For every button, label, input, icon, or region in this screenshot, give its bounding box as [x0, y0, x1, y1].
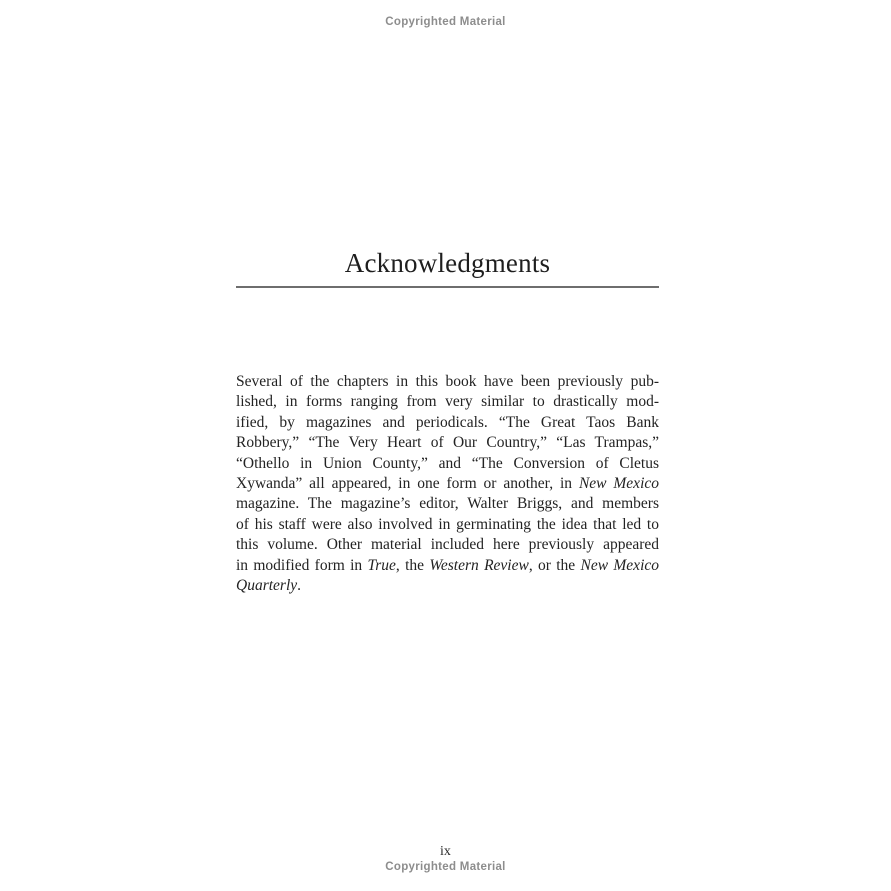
page-title: Acknowledgments [344, 248, 551, 278]
text-segment: . [297, 577, 302, 595]
paragraph-line [236, 494, 659, 514]
paragraph-line [236, 474, 659, 494]
text-segment: , the [395, 556, 430, 574]
paragraph-line [236, 556, 659, 576]
text-segment: ified, by magazines and periodicals. “The Great Taos Bank [236, 413, 659, 431]
text-segment: lished, in forms ranging from very similar to drastically mod- [236, 393, 659, 411]
copyright-notice-top: Copyrighted Material [385, 16, 506, 28]
text-segment: Xywanda” all appeared, in one form or another, in [236, 475, 579, 493]
paragraph-line [236, 454, 659, 474]
italic-text-segment: Western Review [429, 556, 529, 574]
copyright-notice-bottom: Copyrighted Material [385, 861, 506, 873]
text-segment: of his staff were also involved in germinating the idea that led to [236, 515, 659, 533]
paragraph-line [236, 413, 659, 433]
paragraph-line [236, 515, 659, 535]
paragraph-line [236, 576, 659, 596]
text-segment: this volume. Other material included here previously appeared [236, 536, 659, 554]
text-segment: , or the [528, 556, 581, 574]
text-segment: Several of the chapters in this book have been previously pub- [236, 373, 659, 390]
paragraph [236, 372, 659, 596]
italic-text-segment: True [367, 556, 396, 574]
italic-text-segment: New Mexico [578, 475, 659, 493]
italic-text-segment: New Mexico [580, 556, 659, 574]
text-segment: in modified form in [236, 556, 368, 574]
page-number: ix [440, 844, 451, 859]
title-rule-divider [236, 286, 659, 288]
paragraph-line [236, 433, 659, 453]
paragraph-line [236, 372, 659, 392]
italic-text-segment: Quarterly [236, 577, 298, 595]
text-segment: “Othello in Union County,” and “The Conversion of Cletus [236, 454, 659, 472]
chapter-heading-block [236, 246, 659, 288]
text-segment: magazine. The magazine’s editor, Walter Briggs, and members [236, 495, 659, 513]
paragraph-line [236, 535, 659, 555]
paragraph-line [236, 392, 659, 412]
text-segment: Robbery,” “The Very Heart of Our Country,” “Las Trampas,” [236, 434, 659, 452]
